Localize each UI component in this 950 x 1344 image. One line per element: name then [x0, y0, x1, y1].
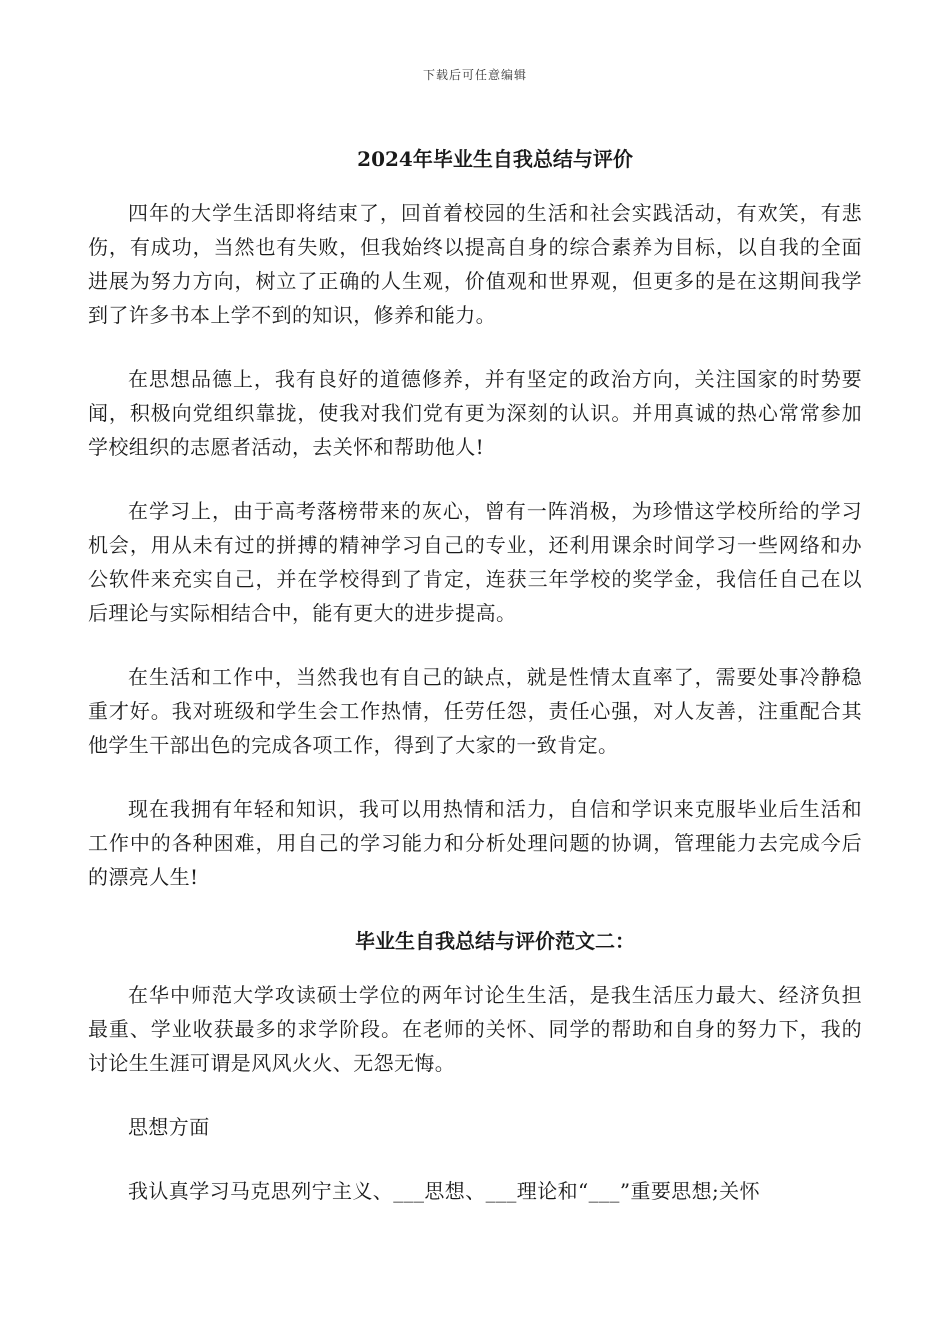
section2-title: 毕业生自我总结与评价范文二：: [355, 929, 635, 953]
paragraph-graduate-study: 在华中师范大学攻读硕士学位的两年讨论生生活，是我生活压力最大、经济负担最重、学业收获最多的求学阶段。在老师的关怀、同学的帮助和自身的努力下，我的讨论生生涯可谓是风风火火、无怨无悔。: [88, 983, 862, 1075]
paragraph-thought-heading: 思想方面: [128, 1115, 210, 1139]
paragraph-outlook: 现在我拥有年轻和知识，我可以用热情和活力，自信和学识来克服毕业后生活和工作中的各种困难，用自己的学习能力和分析处理问题的协调，管理能力去完成今后的漂亮人生!: [88, 797, 862, 889]
paragraph-intro: 四年的大学生活即将结束了，回首着校园的生活和社会实践活动，有欢笑，有悲伤，有成功，当然也有失败，但我始终以提高自身的综合素养为目标，以自我的全面进展为努力方向，树立了正确的人生观，价值观和世界观，但更多的是在这期间我学到了许多书本上学不到的知识，修养和能力。: [88, 201, 862, 327]
paragraph-thought-body: 我认真学习马克思列宁主义、___思想、___理论和“___”重要思想;关怀: [128, 1179, 760, 1203]
document-title: 2024年毕业生自我总结与评价: [357, 147, 633, 171]
paragraph-life-work: 在生活和工作中，当然我也有自己的缺点，就是性情太直率了，需要处事冷静稳重才好。我对班级和学生会工作热情，任劳任怨，责任心强，对人友善，注重配合其他学生干部出色的完成各项工作，得到了大家的一致肯定。: [88, 665, 862, 757]
header-note: 下载后可任意编辑: [422, 68, 527, 82]
document-body: [88, 142, 862, 1238]
paragraph-study: 在学习上，由于高考落榜带来的灰心，曾有一阵消极，为珍惜这学校所给的学习机会，用从未有过的拼搏的精神学习自己的专业，还利用课余时间学习一些网络和办公软件来充实自己，并在学校得到了肯定，连获三年学校的奖学金，我信任自己在以后理论与实际相结合中，能有更大的进步提高。: [88, 499, 862, 625]
paragraph-morality: 在思想品德上，我有良好的道德修养，并有坚定的政治方向，关注国家的时势要闻，积极向党组织靠拢，使我对我们党有更为深刻的认识。并用真诚的热心常常参加学校组织的志愿者活动，去关怀和帮助他人!: [88, 367, 862, 459]
